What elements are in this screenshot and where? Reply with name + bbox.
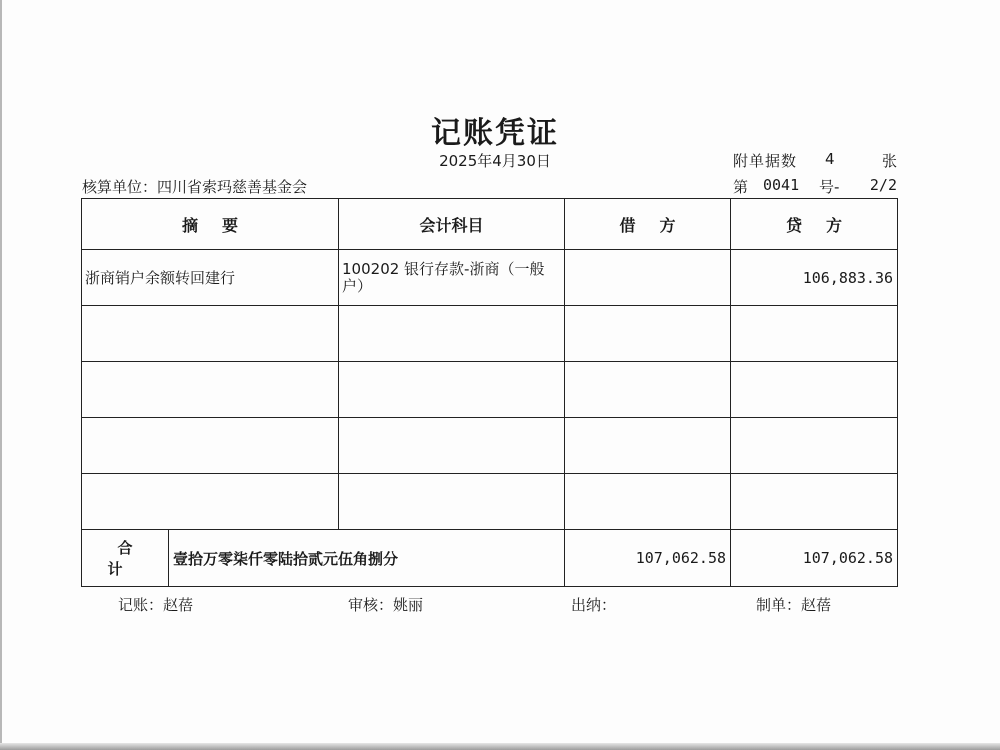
signature-preparer: 制单：赵蓓 (756, 596, 832, 614)
row-credit (731, 306, 898, 362)
header-summary: 摘要 (82, 199, 339, 250)
table-row (82, 306, 898, 362)
row-debit (565, 306, 731, 362)
header-credit: 贷方 (731, 199, 898, 250)
voucher-table (81, 198, 898, 587)
table-row (82, 362, 898, 418)
row-credit (731, 474, 898, 530)
row-account (339, 306, 565, 362)
header-debit: 借方 (565, 199, 731, 250)
total-amount-in-words: 壹拾万零柒仟零陆拾贰元伍角捌分 (169, 530, 565, 587)
table-row (82, 250, 898, 306)
total-debit: 107,062.58 (565, 530, 731, 587)
row-account: 100202 银行存款-浙商（一般户） (339, 250, 565, 306)
voucher-number-value: 0041 (763, 176, 800, 194)
total-credit: 107,062.58 (731, 530, 898, 587)
row-summary (82, 418, 339, 474)
voucher-number (733, 176, 897, 197)
row-account (339, 362, 565, 418)
signature-bookkeeper: 记账：赵蓓 (118, 596, 194, 614)
total-row (82, 530, 898, 587)
attachment-count (733, 150, 897, 171)
table-header-row (82, 199, 898, 250)
row-account (339, 474, 565, 530)
row-debit (565, 418, 731, 474)
accounting-unit-label: 核算单位： (82, 178, 158, 196)
header-account: 会计科目 (339, 199, 565, 250)
row-summary (82, 362, 339, 418)
row-account (339, 418, 565, 474)
voucher-title: 记账凭证 (431, 116, 559, 151)
row-summary (82, 474, 339, 530)
table-row (82, 418, 898, 474)
total-label: 合计 (82, 530, 169, 587)
attachment-unit: 张 (881, 152, 897, 170)
accounting-unit-name: 四川省索玛慈善基金会 (157, 178, 308, 196)
row-debit (565, 362, 731, 418)
voucher-number-prefix: 第 (733, 178, 749, 196)
voucher-page: 2/2 (869, 176, 897, 194)
accounting-unit (82, 176, 307, 197)
row-summary: 浙商销户余额转回建行 (82, 250, 339, 306)
row-summary (82, 306, 339, 362)
attachment-number: 4 (825, 150, 835, 168)
signature-cashier: 出纳： (571, 596, 617, 614)
table-row (82, 474, 898, 530)
signature-reviewer: 审核：姚丽 (348, 596, 424, 614)
attachment-label: 附单据数 (733, 152, 798, 170)
scan-edge-bottom (0, 743, 1000, 750)
voucher-number-suffix: 号- (819, 178, 840, 196)
voucher-date: 2025年4月30日 (439, 152, 551, 170)
row-debit (565, 250, 731, 306)
row-credit (731, 362, 898, 418)
row-debit (565, 474, 731, 530)
row-credit: 106,883.36 (731, 250, 898, 306)
row-credit (731, 418, 898, 474)
